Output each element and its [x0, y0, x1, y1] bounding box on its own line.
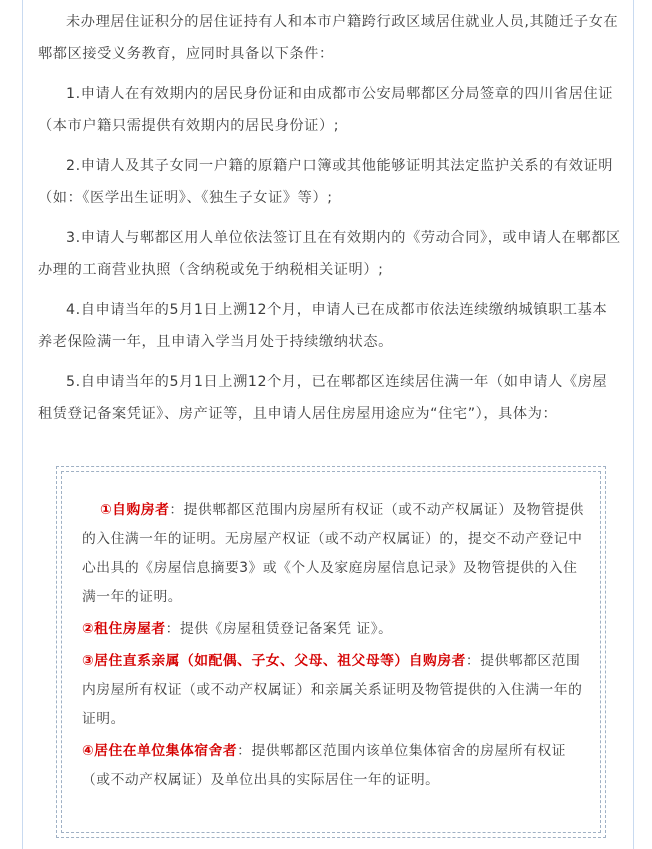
housing-item-rental [82, 615, 586, 644]
housing-label: ①自购房者 [100, 502, 170, 518]
housing-requirements-inner [61, 471, 601, 833]
housing-label: ③居住直系亲属（如配偶、子女、父母、祖父母等）自购房者 [82, 653, 466, 669]
housing-label: ④居住在单位集体宿舍者 [82, 743, 238, 759]
condition-1: 1.申请人在有效期内的居民身份证和由成都市公安局郫都区分局签章的四川省居住证（本市户籍只需提供有效期内的居民身份证）; [38, 86, 614, 134]
housing-text: ：提供《房屋租赁登记备案凭 证》。 [165, 621, 393, 637]
housing-item-dormitory [82, 737, 586, 795]
housing-item-self-purchase [82, 496, 586, 612]
housing-label: ②租住房屋者 [82, 621, 166, 637]
condition-5: 5.自申请当年的5月1日上溯12个月，已在郫都区连续居住满一年（如申请人《房屋租赁登记备案凭证》、房产证等，且申请人居住房屋用途应为“住宅”），具体为： [38, 374, 608, 422]
housing-requirements-box [56, 466, 606, 838]
intro-paragraph: 未办理居住证积分的居住证持有人和本市户籍跨行政区域居住就业人员,其随迁子女在郫都区接受义务教育，应同时具备以下条件： [38, 14, 619, 62]
condition-4: 4.自申请当年的5月1日上溯12个月，申请人已在成都市依法连续缴纳城镇职工基本养老保险满一年，且申请入学当月处于持续缴纳状态。 [38, 302, 608, 350]
condition-2: 2.申请人及其子女同一户籍的原籍户口簿或其他能够证明其法定监护关系的有效证明（如：《医学出生证明》、《独生子女证》等）; [38, 158, 614, 206]
article-body [38, 6, 622, 438]
housing-text: ：提供郫都区范围内房屋所有权证（或不动产权属证）和亲属关系证明及物管提供的入住满一年的证明。 [82, 653, 583, 727]
housing-item-relatives [82, 647, 586, 734]
housing-text: ：提供郫都区范围内该单位集体宿舍的房屋所有权证（或不动产权属证）及单位出具的实际居住一年的证明。 [82, 743, 566, 788]
condition-3: 3.申请人与郫都区用人单位依法签订且在有效期内的《劳动合同》，或申请人在郫都区办理的工商营业执照（含纳税或免于纳税相关证明）; [38, 230, 621, 278]
housing-text: ：提供郫都区范围内房屋所有权证（或不动产权属证）及物管提供的入住满一年的证明。无房屋产权证（或不动产权属证）的，提交不动产登记中心出具的《房屋信息摘要3》或《个人及家庭房屋信息记录》及物管提供的入住满一年的证明。 [82, 502, 584, 605]
